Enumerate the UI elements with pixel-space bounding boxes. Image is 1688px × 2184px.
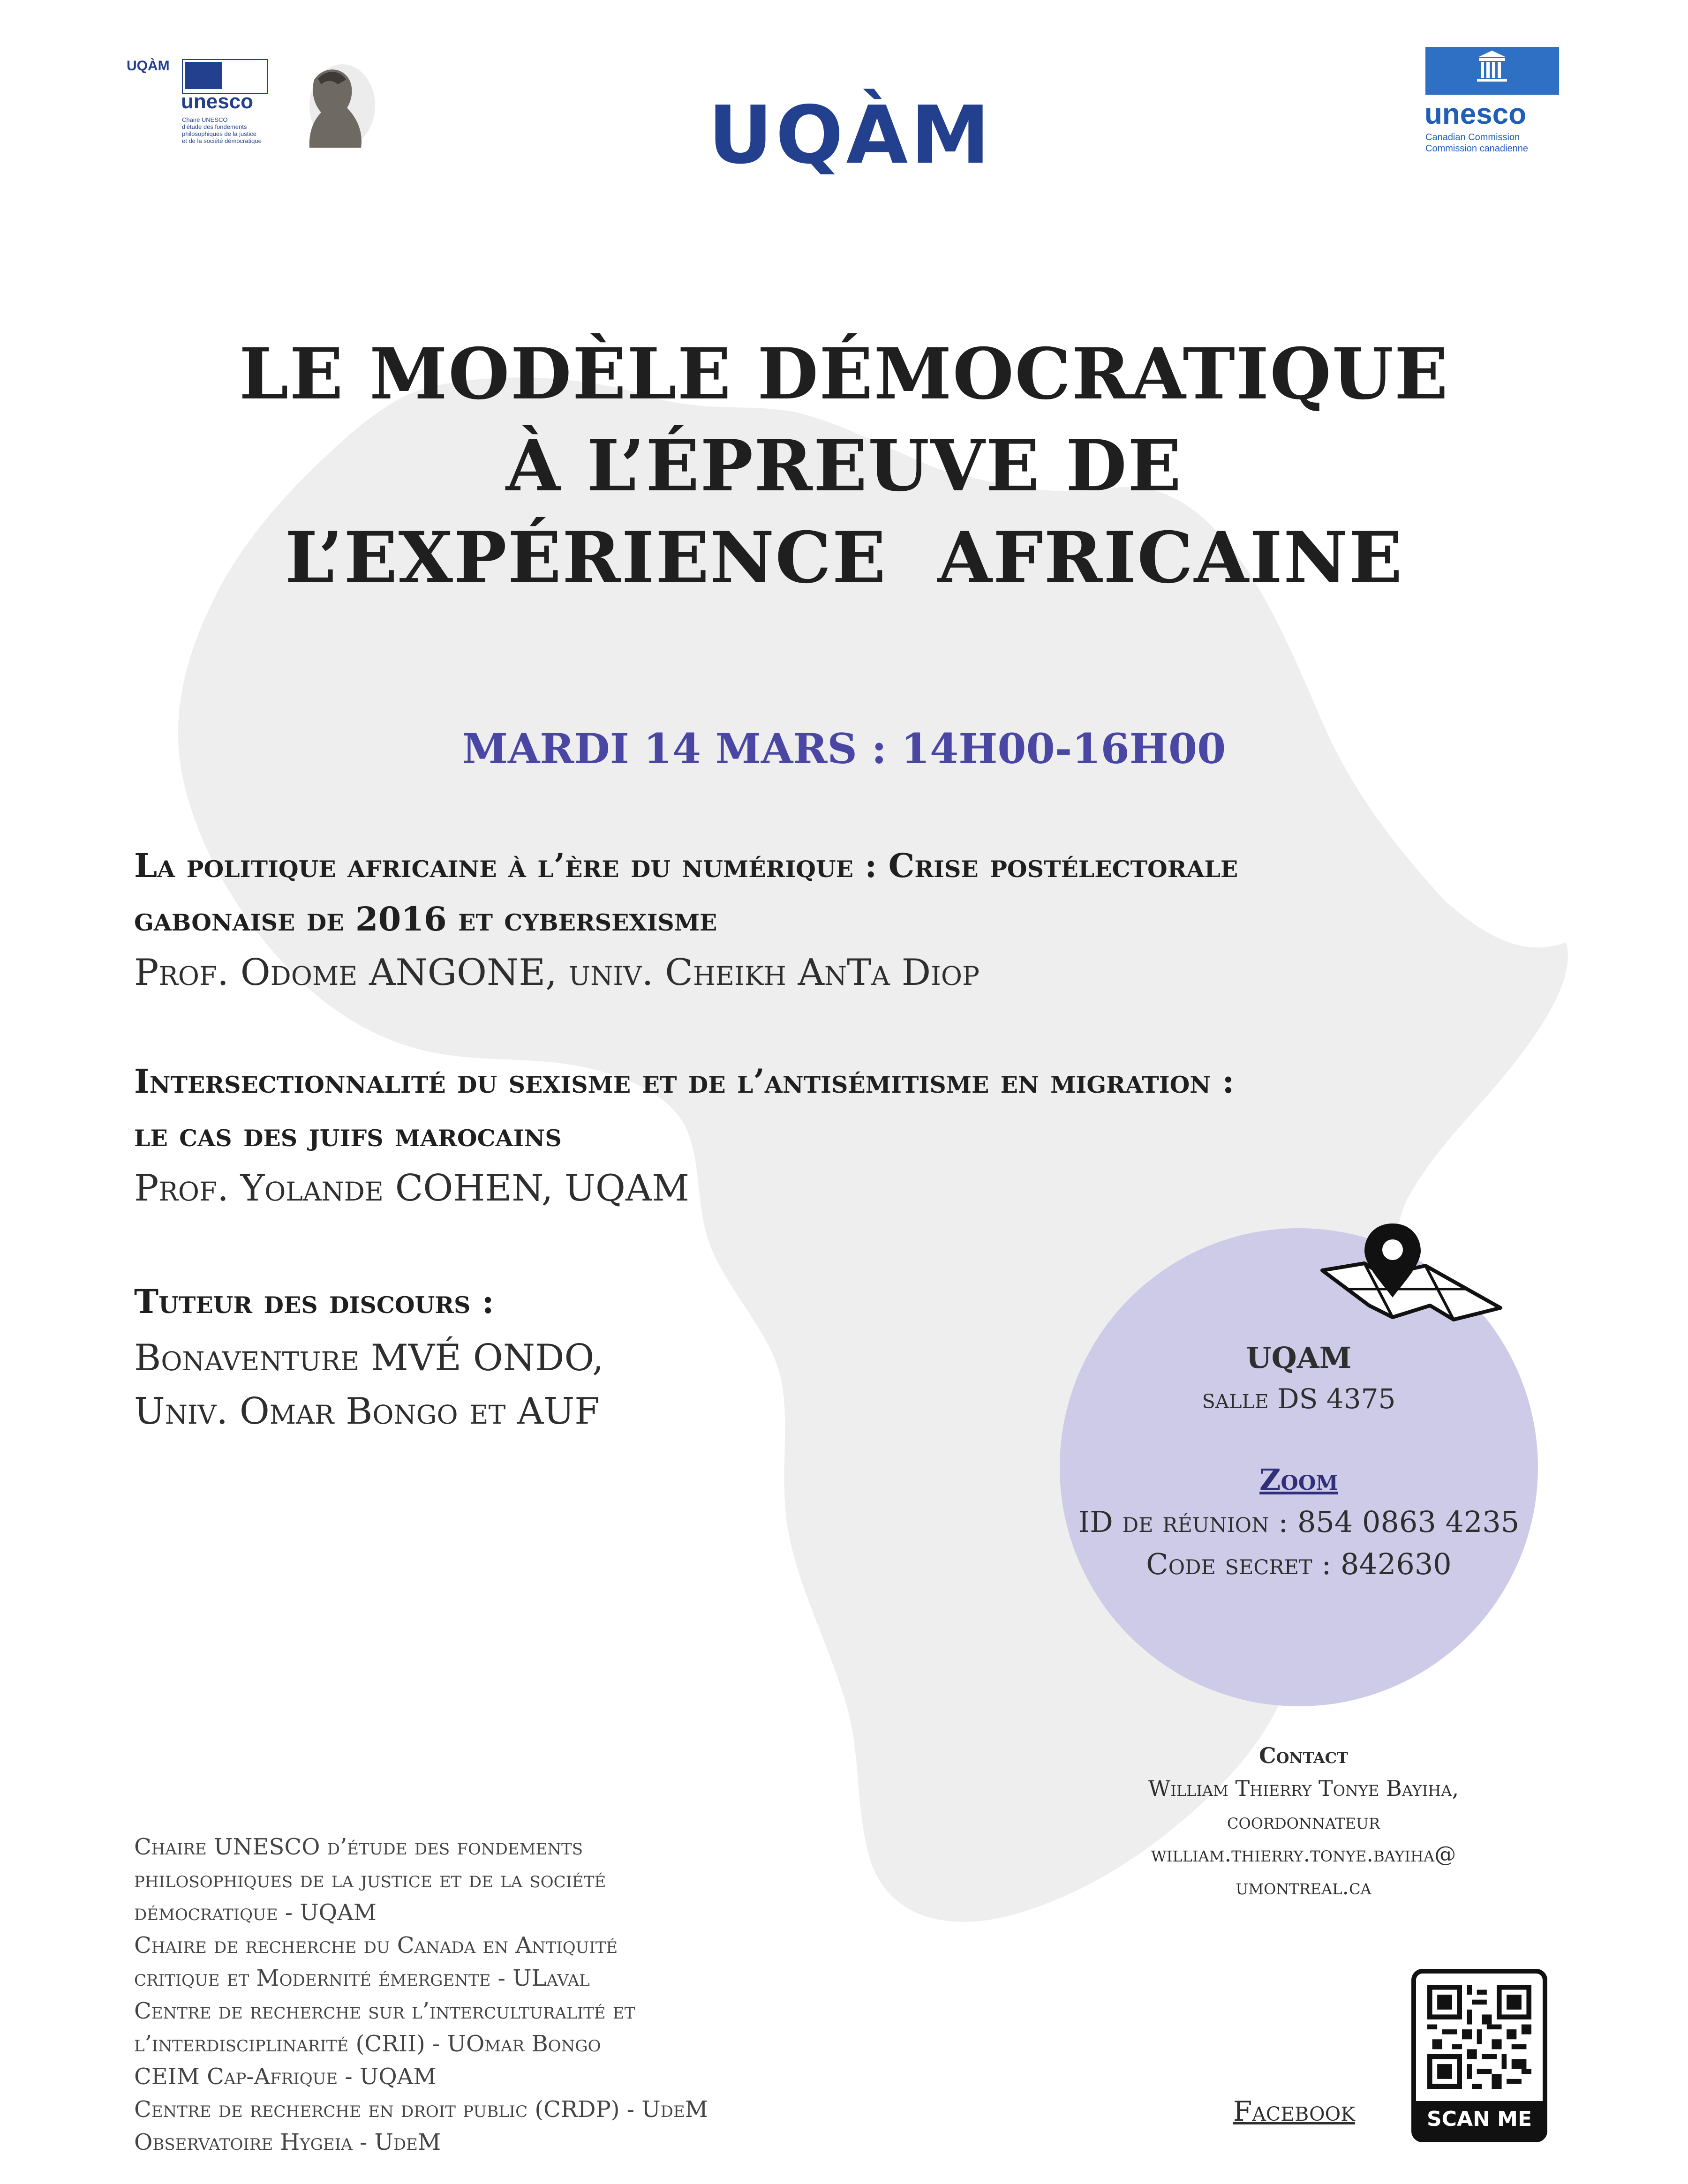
chair-logo-unesco-text: unesco: [181, 90, 254, 113]
zoom-link[interactable]: Zoom: [1259, 1463, 1338, 1497]
qr-code[interactable]: [1411, 1969, 1547, 2142]
zoom-meeting-id: ID de réunion : 854 0863 4235: [1078, 1505, 1520, 1539]
title-line-3: L’EXPÉRIENCE AFRICAINE: [285, 517, 1403, 599]
list-item: critique et Modernité émergente - ULaval: [134, 1965, 590, 1991]
tuteur-heading: Tuteur des discours :: [134, 1282, 494, 1321]
list-item: Observatoire Hygeia - UdeM: [134, 2129, 441, 2155]
talk-1-title: La politique africaine à l’ère du numérique : Crise postélectorale gabonaise de 2016 et cybersexisme: [134, 846, 1238, 938]
list-item: philosophiques de la justice et de la société: [134, 1867, 606, 1893]
talk-2-speaker: Prof. Yolande COHEN, UQAM: [134, 1167, 690, 1209]
qr-scan-label: SCAN ME: [1416, 2101, 1543, 2138]
contact-heading: Contact: [1259, 1743, 1348, 1768]
athena-statue-icon: [281, 61, 375, 148]
event-date: MARDI 14 MARS : 14H00-16H00: [462, 724, 1226, 773]
page-title: [141, 328, 1547, 604]
list-item: démocratique - UQAM: [134, 1899, 377, 1926]
tuteur-name: Bonaventure MVÉ ONDO, Univ. Omar Bongo et AUF: [134, 1337, 604, 1433]
qr-code-icon: [1427, 1985, 1531, 2089]
location-place: UQAM: [1246, 1341, 1352, 1375]
uqam-logo: UQÀM: [708, 89, 993, 182]
title-line-2: À L’ÉPREUVE DE: [505, 425, 1183, 507]
talk-2-title: Intersectionnalité du sexisme et de l’antisémitisme en migration : le cas des juifs marocains: [134, 1062, 1235, 1154]
unesco-cc-line-en: Canadian Commission: [1425, 132, 1520, 143]
chair-logo-emblem: [182, 59, 268, 94]
list-item: CEIM Cap-Afrique - UQAM: [134, 2064, 437, 2090]
chair-unesco-logo: [127, 52, 370, 145]
zoom-link-wrap: [1060, 1463, 1538, 1497]
list-item: l’interdisciplinarité (CRII) - UOmar Bongo: [134, 2031, 601, 2057]
contact-details: William Thierry Tonye Bayiha, coordonnateur william.thierry.tonye.bayiha@ umontreal.ca: [1116, 1772, 1491, 1903]
unesco-cc-line-fr: Commission canadienne: [1425, 143, 1529, 154]
unesco-cc-wordmark: unesco: [1424, 98, 1527, 130]
location-room: salle DS 4375: [1202, 1383, 1396, 1415]
map-location-icon: [1313, 1219, 1510, 1331]
unesco-canadian-commission-logo: [1425, 47, 1566, 159]
zoom-passcode: Code secret : 842630: [1146, 1547, 1452, 1581]
list-item: Centre de recherche sur l’interculturalité et: [134, 1998, 635, 2024]
unesco-temple-icon: [1425, 47, 1559, 95]
list-item: Centre de recherche en droit public (CRDP) - UdeM: [134, 2096, 708, 2123]
partners-list: [134, 1831, 931, 2159]
list-item: Chaire de recherche du Canada en Antiquité: [134, 1932, 618, 1959]
title-line-1: LE MODÈLE DÉMOCRATIQUE: [239, 333, 1449, 415]
contact-email[interactable]: william.thierry.tonye.bayiha@: [1151, 1841, 1456, 1867]
chair-logo-subtitle: Chaire UNESCO d'étude des fondements philosophiques de la justice et de la société démocratique: [182, 116, 262, 144]
chair-logo-uqam-text: UQÀM: [127, 58, 170, 74]
list-item: Chaire UNESCO d’étude des fondements: [134, 1834, 583, 1860]
talk-1-speaker: Prof. Odome ANGONE, univ. Cheikh AnTa Diop: [134, 952, 980, 994]
facebook-link[interactable]: Facebook: [1233, 2095, 1355, 2127]
